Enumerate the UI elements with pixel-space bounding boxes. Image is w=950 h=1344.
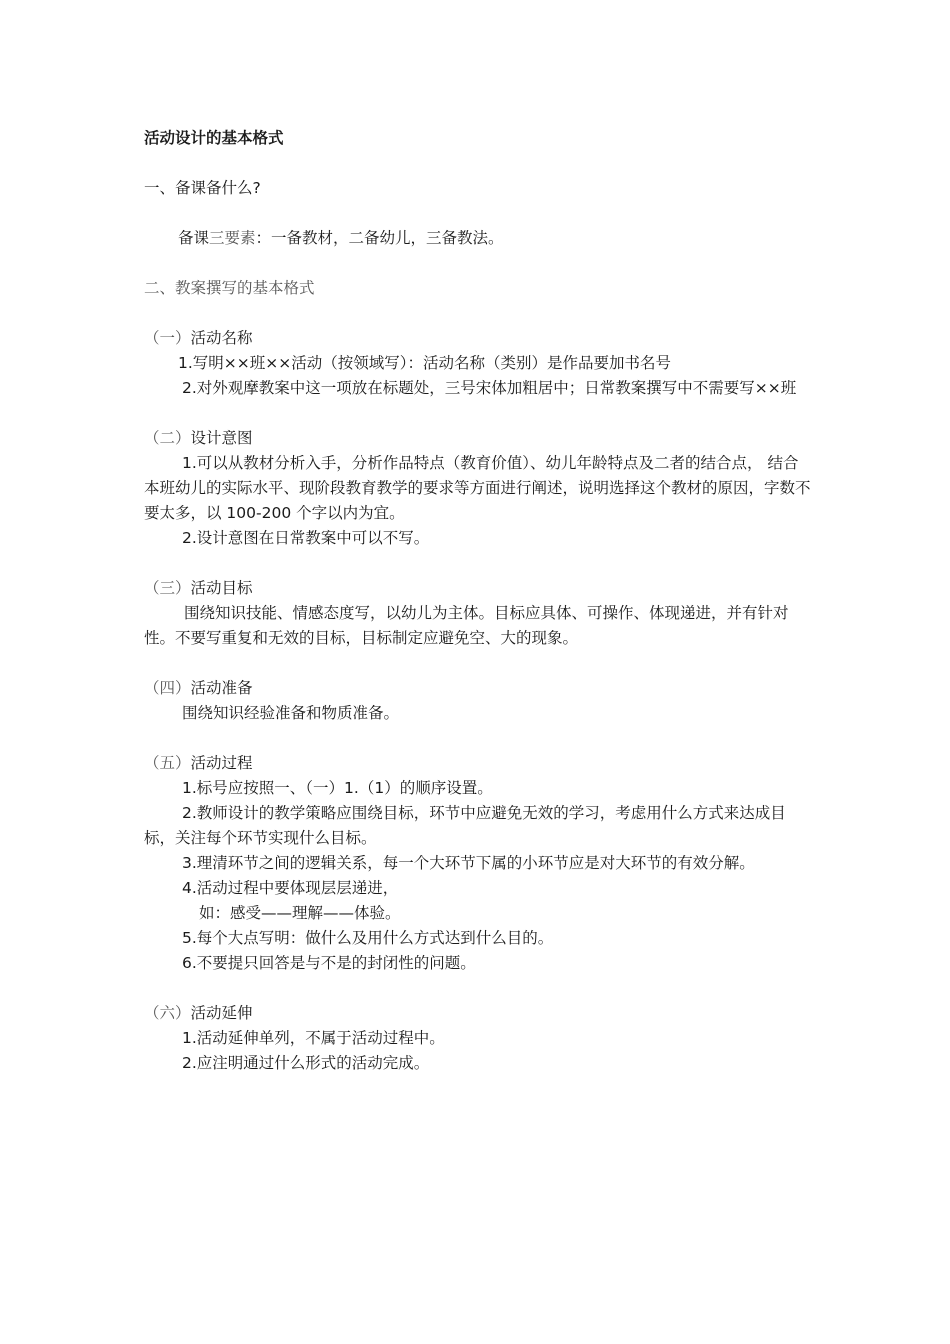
subsection-label: 活动目标 (190, 579, 253, 597)
paragraph-line: 2.应注明通过什么形式的活动完成。 (182, 1054, 430, 1072)
section-1-serif-term: 三要素 (209, 229, 256, 247)
subsection-label: 活动准备 (190, 679, 253, 697)
section-heading-1: 一、备课备什么? (144, 179, 261, 197)
paragraph-line: 2.对外观摩教案中这一项放在标题处，三号宋体加粗居中；日常教案撰写中不需要写××班 (182, 379, 797, 397)
subsection-number: （二） (144, 429, 191, 447)
paragraph-line: 1.活动延伸单列，不属于活动过程中。 (182, 1029, 445, 1047)
subsection-number: （四） (144, 679, 191, 697)
subsection-number: （五） (144, 754, 191, 772)
subsection-number: （六） (144, 1004, 191, 1022)
section-heading-2: 二、教案撰写的基本格式 (144, 279, 315, 297)
paragraph-line: 2.设计意图在日常教案中可以不写。 (182, 529, 430, 547)
paragraph-line: 围绕知识经验准备和物质准备。 (182, 704, 400, 722)
subsection-number: （三） (144, 579, 191, 597)
paragraph-line: 1.标号应按照一、（一）1.（1）的顺序设置。 (182, 779, 493, 797)
subsection-heading-4 (144, 676, 812, 701)
subsection-heading-3 (144, 576, 812, 601)
paragraph-line: 6.不要提只回答是与不是的封闭性的问题。 (182, 954, 476, 972)
subsection-label: 活动延伸 (190, 1004, 253, 1022)
paragraph-line: 2.教师设计的教学策略应围绕目标，环节中应避免无效的学习，考虑用什么方式来达成目标，关注每个环节实现什么目标。 (144, 804, 786, 847)
subsection-label: 活动过程 (190, 754, 253, 772)
paragraph-line: 如：感受——理解——体验。 (199, 904, 401, 922)
paragraph-line: 1.可以从教材分析入手，分析作品特点（教育价值）、幼儿年龄特点及二者的结合点， 结合本班幼儿的实际水平、现阶段教育教学的要求等方面进行阐述，说明选择这个教材的原因，字数不要太多，以 100-200 个字以内为宜。 (144, 454, 811, 522)
subsection-heading-5 (144, 751, 812, 776)
paragraph-line: 3.理清环节之间的逻辑关系，每一个大环节下属的小环节应是对大环节的有效分解。 (182, 854, 755, 872)
subsection-label: 活动名称 (190, 329, 253, 347)
paragraph-line: 5.每个大点写明：做什么及用什么方式达到什么目的。 (182, 929, 554, 947)
subsection-label: 设计意图 (190, 429, 253, 447)
section-1-text (144, 226, 812, 251)
subsection-heading-1 (144, 326, 812, 351)
section-1-prefix: 备课 (178, 229, 210, 247)
subsection-number: （一） (144, 329, 191, 347)
paragraph-line: 1.写明××班××活动（按领域写）：活动名称（类别）是作品要加书名号 (178, 354, 671, 372)
document-title: 活动设计的基本格式 (144, 129, 284, 147)
paragraph-line: 围绕知识技能、情感态度写，以幼儿为主体。目标应具体、可操作、体现递进，并有针对性。不要写重复和无效的目标，目标制定应避免空、大的现象。 (144, 604, 789, 647)
subsection-heading-6 (144, 1001, 812, 1026)
document-body (144, 126, 812, 1076)
paragraph-line: 4.活动过程中要体现层层递进， (182, 879, 399, 897)
subsection-heading-2 (144, 426, 812, 451)
section-1-suffix: ：一备教材，二备幼儿，三备教法。 (255, 229, 504, 247)
